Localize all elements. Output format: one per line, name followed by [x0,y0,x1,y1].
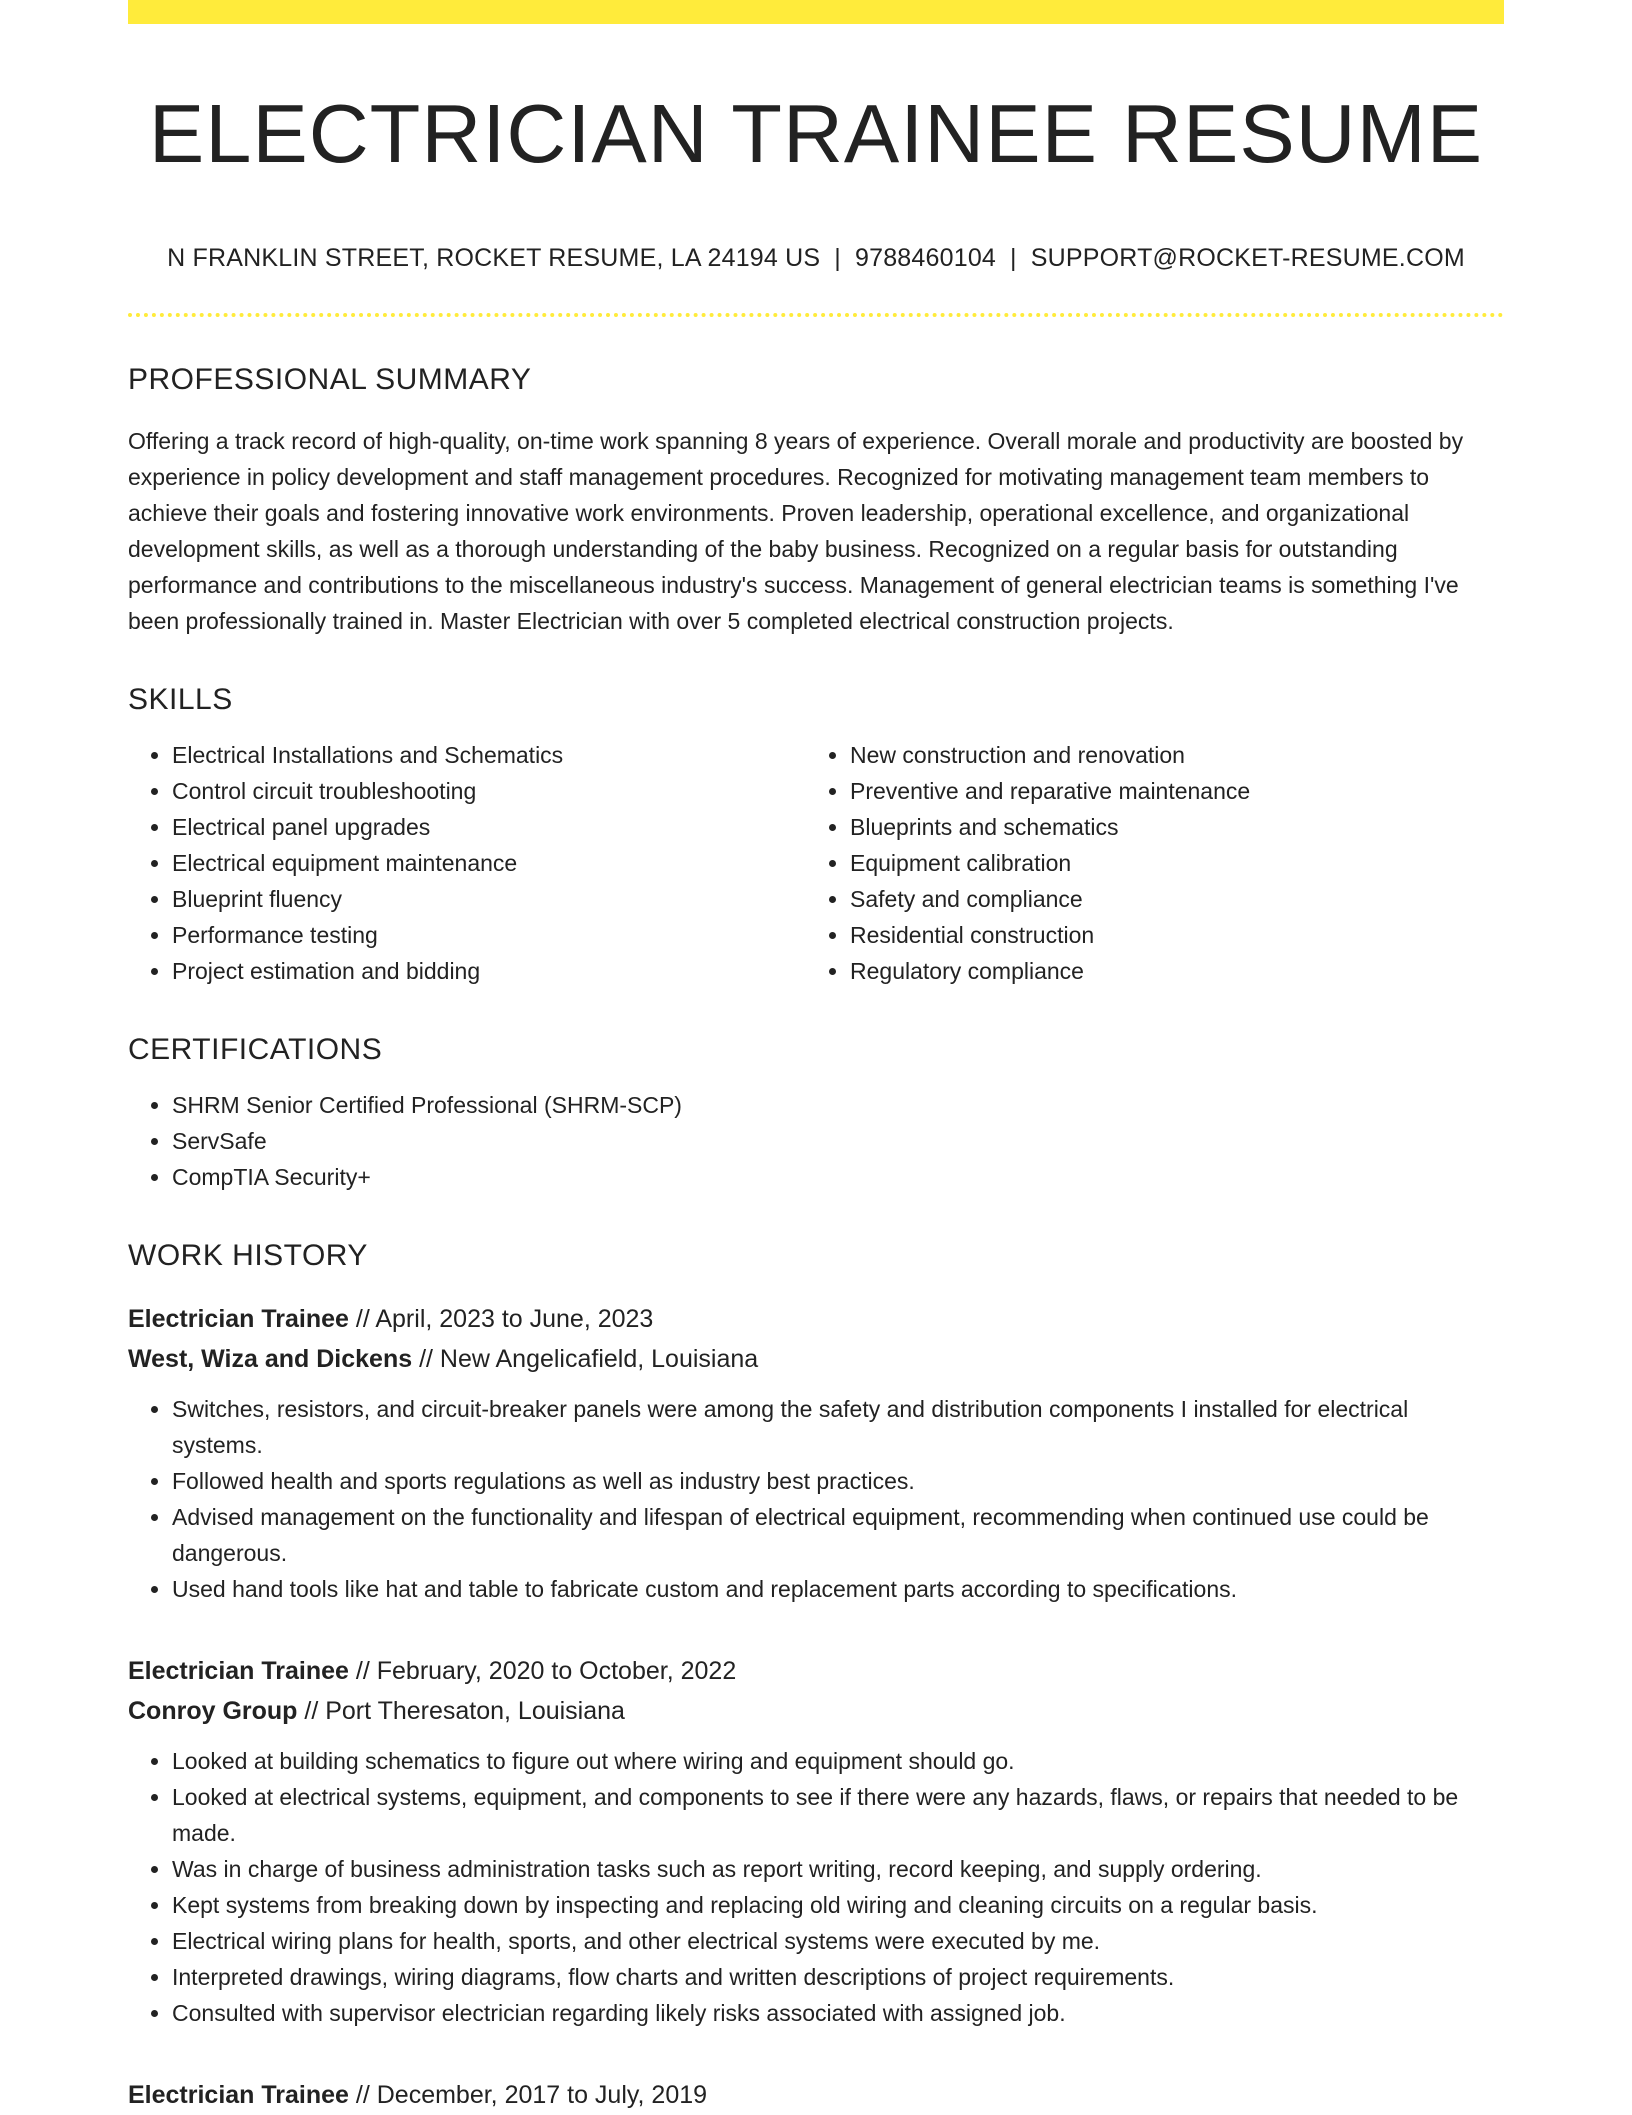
contact-phone: 9788460104 [855,243,997,272]
page-title: ELECTRICIAN TRAINEE RESUME [148,87,1484,180]
certifications-heading: CERTIFICATIONS [128,1032,383,1066]
certification-item: • ServSafe [172,1123,1504,1159]
summary-text: Offering a track record of high-quality, on-time work spanning 8 years of experience. Overall morale and productivity are boosted by experience in policy development and staff management procedures. Recognized for motivating management team members to achieve their goals and fostering innovative work environments. Proven leadership, operational excellence, and organizational development skills, as well as a thorough understanding of the baby business. Recognized on a regular basis for outstanding performance and contributions to the miscellaneous industry's success. Management of general electrician teams is something I've been professionally trained in. Master Electrician with over 5 completed electrical construction projects. [128,427,1464,634]
duty-item: • Kept systems from breaking down by inspecting and replacing old wiring and cleaning circuits on a regular basis. [172,1887,1504,1923]
job-company-line [128,1339,1504,1379]
contact-address: N FRANKLIN STREET, ROCKET RESUME, LA 24194 US [167,243,821,272]
job-location: // New Angelicafield, Louisiana [412,1344,759,1373]
contact-line [128,244,1504,273]
job-title-line [128,1299,1504,1339]
certifications-list [128,1087,1504,1195]
duty-item: • Looked at building schematics to figure out where wiring and equipment should go. [172,1743,1504,1779]
certification-item: • CompTIA Security+ [172,1159,1504,1195]
duty-item: • Interpreted drawings, wiring diagrams, flow charts and written descriptions of project requirements. [172,1959,1504,1995]
skill-item: • Blueprint fluency [172,881,806,917]
skill-item: • Equipment calibration [850,845,1484,881]
skills-column-right [806,737,1484,989]
job-duties [128,1743,1504,2031]
duty-item: • Followed health and sports regulations as well as industry best practices. [172,1463,1504,1499]
duty-item: • Consulted with supervisor electrician regarding likely risks associated with assigned job. [172,1995,1504,2031]
skill-item: • Safety and compliance [850,881,1484,917]
contact-separator: | [1010,243,1017,272]
contact-separator: | [834,243,841,272]
skills-heading: SKILLS [128,682,233,716]
duty-item: • Was in charge of business administration tasks such as report writing, record keeping, and supply ordering. [172,1851,1504,1887]
skill-item: • Electrical Installations and Schematics [172,737,806,773]
skill-item: • Performance testing [172,917,806,953]
skills-list [128,737,1504,989]
job-entry [128,1651,1504,2031]
skill-item: • Blueprints and schematics [850,809,1484,845]
skill-item: • Residential construction [850,917,1484,953]
job-duties [128,1391,1504,1607]
resume-page [128,0,1504,2115]
job-company-line [128,1691,1504,1731]
job-title-line [128,1651,1504,1691]
duty-item: • Advised management on the functionality and lifespan of electrical equipment, recommending when continued use could be dangerous. [172,1499,1504,1571]
skill-item: • Control circuit troubleshooting [172,773,806,809]
job-title-line [128,2075,1504,2115]
skill-item: • Regulatory compliance [850,953,1484,989]
job-dates: // April, 2023 to June, 2023 [348,1304,654,1333]
job-company: Conroy Group [128,1696,298,1725]
job-entry [128,1299,1504,1607]
skill-item: • Preventive and reparative maintenance [850,773,1484,809]
skill-item: • Electrical equipment maintenance [172,845,806,881]
job-dates: // February, 2020 to October, 2022 [348,1656,737,1685]
duty-item: • Used hand tools like hat and table to fabricate custom and replacement parts according to specifications. [172,1571,1504,1607]
job-title: Electrician Trainee [128,2080,349,2109]
job-title: Electrician Trainee [128,1304,349,1333]
skills-column-left [128,737,806,989]
job-company: West, Wiza and Dickens [128,1344,413,1373]
summary-heading: PROFESSIONAL SUMMARY [128,362,532,396]
duty-item: • Switches, resistors, and circuit-breaker panels were among the safety and distribution components I installed for electrical systems. [172,1391,1504,1463]
skill-item: • New construction and renovation [850,737,1484,773]
job-dates: // December, 2017 to July, 2019 [348,2080,708,2109]
job-title: Electrician Trainee [128,1656,349,1685]
skill-item: • Electrical panel upgrades [172,809,806,845]
certification-item: • SHRM Senior Certified Professional (SHRM-SCP) [172,1087,1504,1123]
duty-item: • Electrical wiring plans for health, sports, and other electrical systems were executed by me. [172,1923,1504,1959]
contact-email: SUPPORT@ROCKET-RESUME.COM [1030,243,1465,272]
job-location: // Port Theresaton, Louisiana [297,1696,625,1725]
skill-item: • Project estimation and bidding [172,953,806,989]
dotted-divider [128,313,1504,317]
duty-item: • Looked at electrical systems, equipment, and components to see if there were any hazards, flaws, or repairs that needed to be made. [172,1779,1504,1851]
work-history-heading: WORK HISTORY [128,1238,368,1272]
job-entry [128,2075,1504,2115]
top-accent-bar [128,0,1504,24]
